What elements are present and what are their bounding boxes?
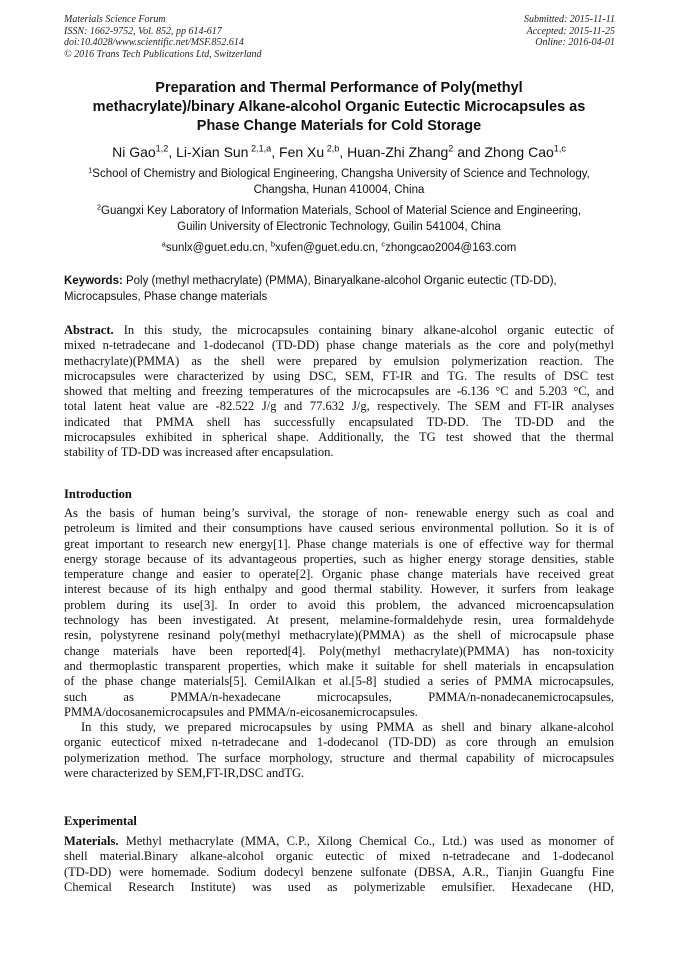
author-name: Zhong Cao	[484, 144, 554, 160]
keywords: Keywords: Poly (methyl methacrylate) (PMMA), Binaryalkane-alcohol Organic eutectic (TD-DD), Microcapsules, Phase change materials	[64, 275, 557, 303]
experimental-text: Materials. Methyl methacrylate (MMA, C.P., Xilong Chemical Co., Ltd.) was used as monomer of shell material.Binary alkane-alcohol organic eutectic of mixed n-tetradecane and 1-dodecanol (TD-DD) were homemade. Sodium dodecyl benzene sulfonate (DBSA, A.R., Tianjin Guangfu Fine Chemical Research Institute) was used as polymerizable emulsifier. Hexadecane (HD,	[64, 834, 614, 894]
author-name: Huan-Zhi Zhang	[347, 144, 449, 160]
paper-title: Preparation and Thermal Performance of Poly(methyl methacrylate)/binary Alkane-alcohol Organic Eutectic Microcapsules as Phase Change Materials for Cold Storage	[92, 80, 586, 134]
issn: ISSN: 1662-9752, Vol. 852, pp 614-617	[64, 25, 222, 37]
email: xufen@guet.edu.cn,	[275, 242, 382, 254]
doi: doi:10.4028/www.scientific.net/MSF.852.614	[64, 37, 244, 48]
materials-label: Materials.	[64, 834, 119, 848]
journal-name: Materials Science Forum	[64, 14, 166, 25]
affiliation-1: $^1$School of Chemistry and Biological Engineering, Changsha University of Science and Technology, Changsha, Hunan 410004, China	[88, 165, 590, 196]
introduction-heading: Introduction	[64, 487, 132, 501]
introduction-text: As the basis of human being’s survival, the storage of non- renewable energy such as coal and petroleum is limited and their consumptions have caused serious environmental pollution. So it is of great important to research new energy[1]. Phase change materials is one of effective way for thermal energy storage because of its advantageous properties, such as higher energy storage densities, stable temperature change and easier to operate[2]. Organic phase change materials have received great interest because of its high enthalpy and good thermal stability. However, it surfers from leakage problem during its use[3]. In order to avoid this problem, the advanced microencapsulation technology has been investigated. At present, melamine-formaldehyde resin, urea formaldehyde resin, polystyrene resinand poly(methyl methacrylate)(PMMA) as the shell of microcapsule phase change materials have been reported[4]. Poly(methyl methacrylate)(PMMA) has non-toxicity and thermoplastic transparent properties, which make it suitable for shell materials in encapsulation of the phase change materials[5]. CemilAlkan et al.[5-8] studied a series of PMMA microcapsules, such as PMMA/n-hexadecane microcapsules, PMMA/n-nonadecanemicrocapsules, PMMA/docosanemicrocapsules and PMMA/n-eicosanemicrocapsules. In this study, we prepared microcapsules by using PMMA as shell and binary alkane-alcohol organic eutecticof mixed n-tetradecane and 1-dodecanol (TD-DD) as core through an emulsion polymerization method. The surface morphology, structure and thermal capability of microcapsules were characterized by SEM,FT-IR,DSC andTG.	[64, 506, 614, 781]
online-date: Online: 2016-04-01	[535, 37, 615, 48]
copyright: © 2016 Trans Tech Publications Ltd, Switzerland	[64, 48, 262, 60]
email-list: $^a$sunlx@guet.edu.cn, $^b$xufen@guet.edu.cn, $^c$zhongcao2004@163.com	[161, 239, 517, 254]
submitted-date: Submitted: 2015-11-11	[523, 14, 615, 25]
author-name: Li-Xian Sun	[176, 144, 249, 160]
email: zhongcao2004@163.com	[385, 242, 517, 254]
abstract: Abstract. In this study, the microcapsules containing binary alkane-alcohol organic eutectic of mixed n-tetradecane and 1-dodecanol (TD-DD) phase change materials as the core and poly(methyl methacrylate)(PMMA) as the shell were prepared by emulsion polymerization reaction. The microcapsules were characterized by using DSC, SEM, FT-IR and TG. The results of DSC test showed that melting and freezing temperatures of the microcapsules are -6.136 °C and 5.203 °C, and total latent heat value are -82.522 J/g and 77.632 J/g, respectively. The SEM and FT-IR analyses indicated that PMMA shell has successfully encapsulated TD-DD. The TD-DD and the microcapsules exhibited in spherical shape. Additionally, the TG test showed that the thermal stability of TD-DD was increased after encapsulation.	[64, 323, 614, 460]
journal-info	[64, 14, 262, 60]
email: sunlx@guet.edu.cn,	[165, 242, 271, 254]
author-list: Ni Gao$^{1,2}$, Li-Xian Sun $^{2,1,a}$, Fen Xu $^{2,b}$, Huan-Zhi Zhang$^2$ and Zhong Cao$^{1,c}$	[112, 143, 566, 160]
author-name: Ni Gao	[112, 144, 156, 160]
affiliation-2: $^2$Guangxi Key Laboratory of Information Materials, School of Material Science and Engineering, Guilin University of Electronic Technology, Guilin 541004, China	[96, 202, 582, 233]
author-name: Fen Xu	[279, 144, 325, 160]
experimental-heading: Experimental	[64, 814, 137, 828]
abstract-label: Abstract.	[64, 323, 114, 337]
accepted-date: Accepted: 2015-11-25	[526, 25, 615, 37]
keywords-label: Keywords:	[64, 275, 123, 287]
submission-dates	[524, 14, 615, 49]
